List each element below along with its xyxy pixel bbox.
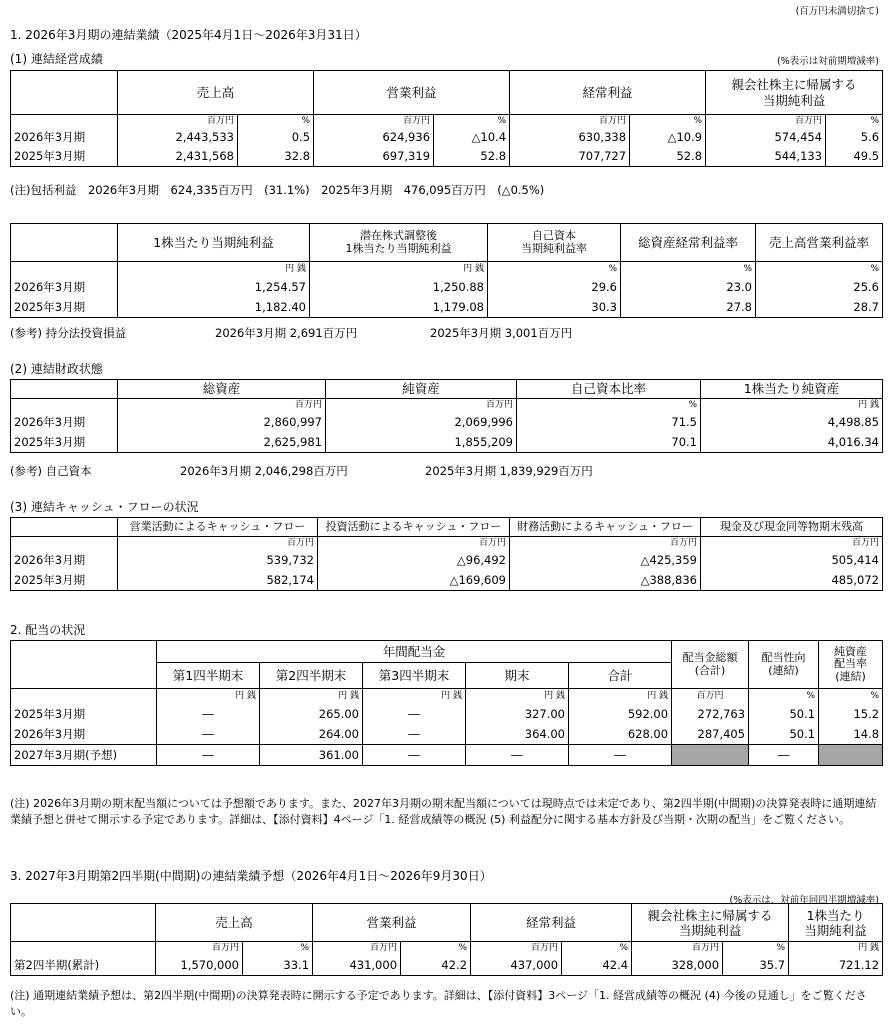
header-ordinary-income: 経常利益 xyxy=(510,71,706,115)
unit-row-label xyxy=(11,115,118,129)
unit-cell: % xyxy=(723,942,789,956)
header-payout-ratio-l2: (連結) xyxy=(768,663,799,677)
unit-row-label xyxy=(11,399,118,413)
unit-cell: % xyxy=(434,115,510,129)
unit-cell: 円 銭 xyxy=(569,689,672,705)
unit-cell: 円 銭 xyxy=(789,942,883,956)
row-label: 2025年3月期 xyxy=(11,571,118,591)
value-cell: 327.00 xyxy=(466,705,569,725)
value-cell: 574,454 xyxy=(706,129,826,147)
value-cell: 1,855,209 xyxy=(326,433,517,453)
row-label: 2025年3月期 xyxy=(11,705,157,725)
header-net-income-l1: 親会社株主に帰属する xyxy=(647,907,773,923)
header-net-income xyxy=(632,904,789,942)
value-cell: 697,319 xyxy=(314,147,434,167)
header-total-assets: 総資産 xyxy=(118,380,326,399)
unit-cell: 円 銭 xyxy=(310,262,488,278)
header-annual-dividend: 年間配当金 xyxy=(157,641,672,663)
section-1-2-title: (2) 連結財政状態 xyxy=(10,362,103,376)
value-cell: 287,405 xyxy=(672,725,749,745)
value-cell: 50.1 xyxy=(749,725,819,745)
forecast-note: (注) 通期連結業績予想は、第2四半期(中間期)の決算発表時に開示する予定であります。詳細は、【添付資料】3ページ「1. 経営成績等の概況 (4) 今後の見通し」をご覧ください。 xyxy=(10,989,867,1018)
ref-equity: (参考) 自己資本 xyxy=(10,464,92,478)
value-cell: 1,179.08 xyxy=(310,298,488,318)
value-cell: 582,174 xyxy=(118,571,318,591)
section-1-3-title: (3) 連結キャッシュ・フローの状況 xyxy=(10,500,199,514)
header-q2: 第2四半期末 xyxy=(260,663,363,689)
value-cell: 27.8 xyxy=(621,298,756,318)
unit-cell: 円 銭 xyxy=(157,689,260,705)
value-cell: 5.6 xyxy=(826,129,883,147)
value-cell: △425,359 xyxy=(510,551,701,571)
header-doe xyxy=(819,641,883,689)
unit-cell: % xyxy=(401,942,471,956)
header-sales: 売上高 xyxy=(156,904,313,942)
row-label: 第2四半期(累計) xyxy=(11,956,156,976)
unit-cell: 百万円 xyxy=(314,115,434,129)
value-cell: 1,254.57 xyxy=(118,278,310,298)
shaded-cell xyxy=(819,745,883,766)
header-net-assets: 純資産 xyxy=(326,380,517,399)
header-cash-balance: 現金及び現金同等物期末残高 xyxy=(701,518,883,537)
value-cell: 2,069,996 xyxy=(326,413,517,433)
value-cell: 33.1 xyxy=(243,956,313,976)
unit-cell: 百万円 xyxy=(318,537,510,551)
corner-cell xyxy=(11,641,157,689)
operating-results-table xyxy=(10,70,883,167)
unit-row-label xyxy=(11,942,156,956)
value-cell: 628.00 xyxy=(569,725,672,745)
value-cell: 52.8 xyxy=(630,147,706,167)
value-cell: ― xyxy=(157,725,260,745)
value-cell: ― xyxy=(363,725,466,745)
header-roe-l2: 当期純利益率 xyxy=(521,241,587,255)
value-cell: 485,072 xyxy=(701,571,883,591)
unit-cell: 円 銭 xyxy=(701,399,883,413)
value-cell: 264.00 xyxy=(260,725,363,745)
header-total-dividend-l1: 配当金総額 xyxy=(682,650,738,664)
header-q3: 第3四半期末 xyxy=(363,663,466,689)
value-cell: △10.4 xyxy=(434,129,510,147)
unit-cell: 百万円 xyxy=(706,115,826,129)
section-3-title: 3. 2027年3月期第2四半期(中間期)の連結業績予想（2026年4月1日～2026年9月30日） xyxy=(10,869,492,883)
unit-cell: 百万円 xyxy=(118,399,326,413)
section-1-1-title: (1) 連結経営成績 xyxy=(10,52,103,66)
value-cell: 630,338 xyxy=(510,129,630,147)
pct-note-forecast: (%表示は、対前年同四半期増減率) xyxy=(729,895,879,906)
corner-cell xyxy=(11,71,118,115)
row-label: 2026年3月期 xyxy=(11,725,157,745)
unit-cell: % xyxy=(826,115,883,129)
unit-cell: 百万円 xyxy=(156,942,243,956)
unit-cell: 円 銭 xyxy=(466,689,569,705)
value-cell: 2,625,981 xyxy=(118,433,326,453)
header-diluted-eps-l1: 潜在株式調整後 xyxy=(360,228,437,242)
row-label: 2026年3月期 xyxy=(11,129,118,147)
value-cell: ― xyxy=(157,745,260,766)
header-diluted-eps-l2: 1株当たり当期純利益 xyxy=(345,241,452,255)
value-cell: 328,000 xyxy=(632,956,723,976)
header-total: 合計 xyxy=(569,663,672,689)
value-cell: 32.8 xyxy=(238,147,314,167)
section-1-title: 1. 2026年3月期の連結業績（2025年4月1日～2026年3月31日） xyxy=(10,28,367,42)
header-net-income-l1: 親会社株主に帰属する xyxy=(731,76,857,92)
unit-row-label xyxy=(11,689,157,705)
header-sales: 売上高 xyxy=(118,71,314,115)
value-cell: △169,609 xyxy=(318,571,510,591)
value-cell: 0.5 xyxy=(238,129,314,147)
header-operating-income: 営業利益 xyxy=(314,71,510,115)
header-total-dividend-l2: (合計) xyxy=(694,663,726,677)
value-cell: 544,133 xyxy=(706,147,826,167)
cash-flow-table xyxy=(10,517,883,591)
unit-cell: % xyxy=(630,115,706,129)
value-cell: 2,443,533 xyxy=(118,129,238,147)
value-cell: ― xyxy=(466,745,569,766)
header-net-income-l2: 当期純利益 xyxy=(762,92,826,108)
value-cell: ― xyxy=(363,705,466,725)
unit-cell: 百万円 xyxy=(510,115,630,129)
value-cell: ― xyxy=(749,745,819,766)
value-cell: 35.7 xyxy=(723,956,789,976)
value-cell: 4,498.85 xyxy=(701,413,883,433)
value-cell: 71.5 xyxy=(517,413,701,433)
header-year-end: 期末 xyxy=(466,663,569,689)
unit-cell: 百万円 xyxy=(118,537,318,551)
row-label: 2025年3月期 xyxy=(11,147,118,167)
value-cell: 14.8 xyxy=(819,725,883,745)
unit-cell: 百万円 xyxy=(510,537,701,551)
ref-equity-2026: 2026年3月期 2,046,298百万円 xyxy=(180,464,348,478)
header-op-margin: 売上高営業利益率 xyxy=(756,224,883,262)
value-cell: 1,570,000 xyxy=(156,956,243,976)
header-diluted-eps xyxy=(310,224,488,262)
header-roe-l1: 自己資本 xyxy=(532,228,576,242)
value-cell: 30.3 xyxy=(488,298,621,318)
row-label: 2027年3月期(予想) xyxy=(11,745,157,766)
corner-cell xyxy=(11,224,118,262)
unit-cell: 百万円 xyxy=(632,942,723,956)
header-operating-cf: 営業活動によるキャッシュ・フロー xyxy=(118,518,318,537)
unit-cell: % xyxy=(756,262,883,278)
value-cell: 431,000 xyxy=(313,956,401,976)
value-cell: 1,250.88 xyxy=(310,278,488,298)
row-label: 2025年3月期 xyxy=(11,298,118,318)
value-cell: 539,732 xyxy=(118,551,318,571)
value-cell: 25.6 xyxy=(756,278,883,298)
value-cell: 15.2 xyxy=(819,705,883,725)
unit-cell: 円 銭 xyxy=(363,689,466,705)
value-cell: 272,763 xyxy=(672,705,749,725)
header-financing-cf: 財務活動によるキャッシュ・フロー xyxy=(510,518,701,537)
unit-cell: 百万円 xyxy=(118,115,238,129)
value-cell: 592.00 xyxy=(569,705,672,725)
unit-cell: 円 銭 xyxy=(118,262,310,278)
corner-cell xyxy=(11,904,156,942)
pct-note: (%表示は対前期増減率) xyxy=(777,56,879,67)
value-cell: 721.12 xyxy=(789,956,883,976)
ref-equity-2025: 2025年3月期 1,839,929百万円 xyxy=(425,464,593,478)
row-label: 2026年3月期 xyxy=(11,551,118,571)
unit-cell: 百万円 xyxy=(313,942,401,956)
unit-cell: % xyxy=(238,115,314,129)
unit-cell: 百万円 xyxy=(672,689,749,705)
value-cell: 50.1 xyxy=(749,705,819,725)
value-cell: 364.00 xyxy=(466,725,569,745)
value-cell: ― xyxy=(157,705,260,725)
row-label: 2025年3月期 xyxy=(11,433,118,453)
header-operating-income: 営業利益 xyxy=(313,904,471,942)
unit-cell: % xyxy=(562,942,632,956)
unit-cell: % xyxy=(621,262,756,278)
value-cell: 265.00 xyxy=(260,705,363,725)
header-eps-l1: 1株当たり xyxy=(806,907,865,923)
value-cell: ― xyxy=(569,745,672,766)
financial-position-table xyxy=(10,379,883,453)
value-cell: 437,000 xyxy=(471,956,562,976)
forecast-table xyxy=(10,903,883,976)
value-cell: 1,182.40 xyxy=(118,298,310,318)
unit-row-label xyxy=(11,262,118,278)
unit-cell: 百万円 xyxy=(471,942,562,956)
row-label: 2026年3月期 xyxy=(11,278,118,298)
header-doe-l1: 純資産 xyxy=(834,644,868,658)
header-bps: 1株当たり純資産 xyxy=(701,380,883,399)
header-total-dividend xyxy=(672,641,749,689)
value-cell: 42.4 xyxy=(562,956,632,976)
header-payout-ratio-l1: 配当性向 xyxy=(761,650,806,664)
ref-equity-method-2025: 2025年3月期 3,001百万円 xyxy=(430,326,573,340)
value-cell: △96,492 xyxy=(318,551,510,571)
value-cell: 49.5 xyxy=(826,147,883,167)
value-cell: ― xyxy=(363,745,466,766)
header-q1: 第1四半期末 xyxy=(157,663,260,689)
unit-cell: 円 銭 xyxy=(260,689,363,705)
shaded-cell xyxy=(672,745,749,766)
unit-cell: % xyxy=(517,399,701,413)
ref-equity-method-2026: 2026年3月期 2,691百万円 xyxy=(215,326,358,340)
value-cell: △388,836 xyxy=(510,571,701,591)
value-cell: 29.6 xyxy=(488,278,621,298)
header-net-income xyxy=(706,71,883,115)
header-roa: 総資産経常利益率 xyxy=(621,224,756,262)
comprehensive-income-note: (注)包括利益 2026年3月期 624,335百万円 (31.1%) 2025年3月期 476,095百万円 (△0.5%) xyxy=(10,183,545,197)
value-cell: 624,936 xyxy=(314,129,434,147)
unit-cell: % xyxy=(243,942,313,956)
value-cell: 4,016.34 xyxy=(701,433,883,453)
header-investing-cf: 投資活動によるキャッシュ・フロー xyxy=(318,518,510,537)
value-cell: 70.1 xyxy=(517,433,701,453)
value-cell: 2,860,997 xyxy=(118,413,326,433)
header-equity-ratio: 自己資本比率 xyxy=(517,380,701,399)
header-ordinary-income: 経常利益 xyxy=(471,904,632,942)
corner-cell xyxy=(11,518,118,537)
header-eps xyxy=(789,904,883,942)
value-cell: 42.2 xyxy=(401,956,471,976)
unit-row-label xyxy=(11,537,118,551)
header-doe-l2: 配当率 xyxy=(834,657,868,671)
unit-cell: % xyxy=(749,689,819,705)
value-cell: 707,727 xyxy=(510,147,630,167)
value-cell: 505,414 xyxy=(701,551,883,571)
per-share-table xyxy=(10,223,883,318)
unit-note: (百万円未満切捨て) xyxy=(795,6,879,17)
value-cell: 361.00 xyxy=(260,745,363,766)
value-cell: 28.7 xyxy=(756,298,883,318)
value-cell: 2,431,568 xyxy=(118,147,238,167)
header-roe xyxy=(488,224,621,262)
corner-cell xyxy=(11,380,118,399)
ref-equity-method: (参考) 持分法投資損益 xyxy=(10,326,127,340)
header-payout-ratio xyxy=(749,641,819,689)
row-label: 2026年3月期 xyxy=(11,413,118,433)
unit-cell: 百万円 xyxy=(326,399,517,413)
header-net-income-l2: 当期純利益 xyxy=(678,922,742,938)
value-cell: △10.9 xyxy=(630,129,706,147)
header-eps-l2: 当期純利益 xyxy=(804,922,867,938)
unit-cell: % xyxy=(488,262,621,278)
header-eps: 1株当たり当期純利益 xyxy=(118,224,310,262)
value-cell: 52.8 xyxy=(434,147,510,167)
header-doe-l3: (連結) xyxy=(835,669,866,683)
dividend-note: (注) 2026年3月期の期末配当額については予想額であります。また、2027年3月期の期末配当額については現時点では未定であり、第2四半期(中間期)の決算発表時に通期連結業績予想と併せて開示する予定であります。詳細は、【添付資料】4ページ「1. 経営成績等の概況 (5) 利益配分に関する基本方針及び当期・次期の配当」をご覧ください。 xyxy=(10,797,877,826)
dividend-table xyxy=(10,640,883,766)
value-cell: 23.0 xyxy=(621,278,756,298)
unit-cell: 百万円 xyxy=(701,537,883,551)
unit-cell: % xyxy=(819,689,883,705)
section-2-title: 2. 配当の状況 xyxy=(10,623,86,637)
